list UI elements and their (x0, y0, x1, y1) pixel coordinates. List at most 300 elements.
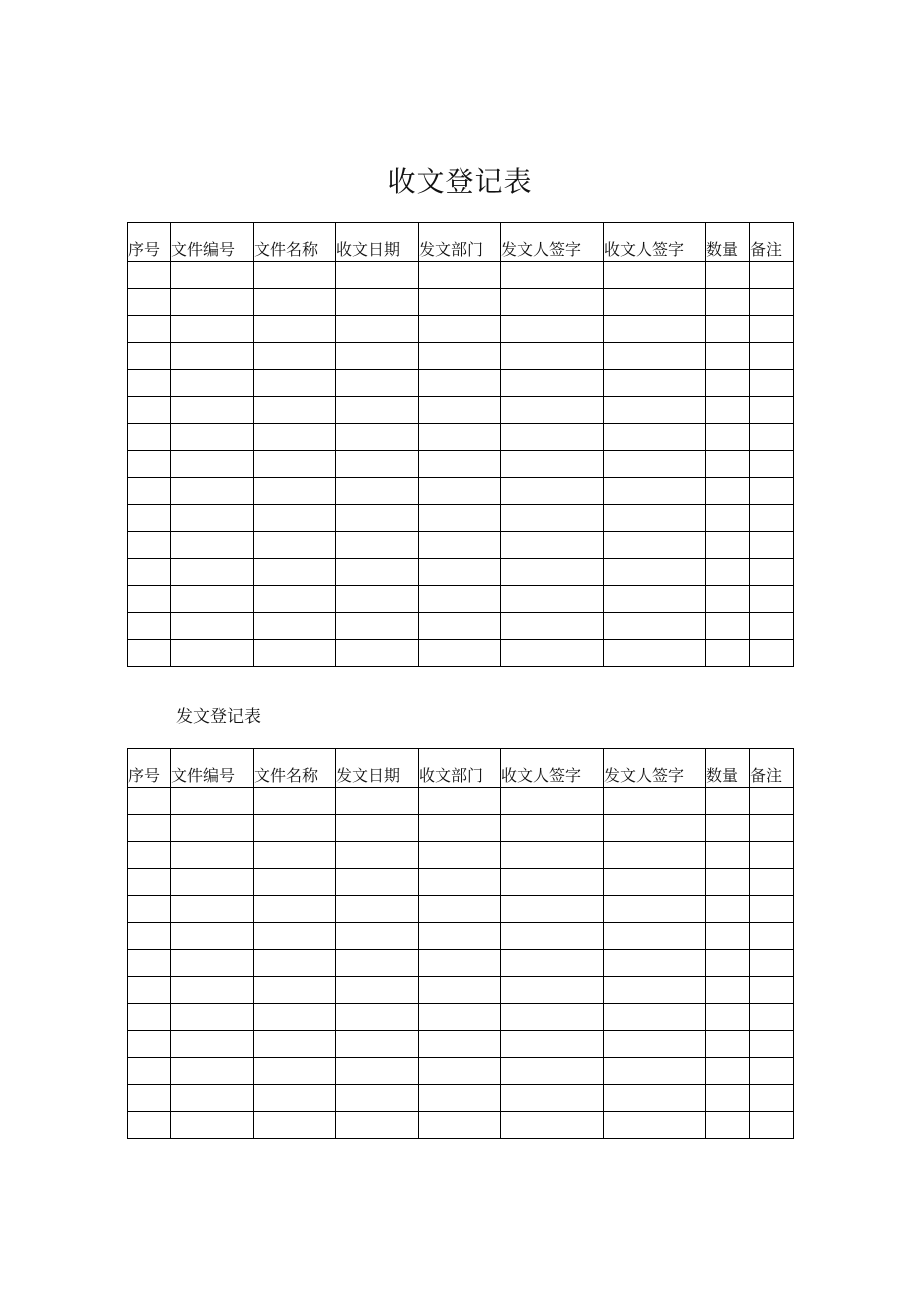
table-cell[interactable] (501, 1058, 604, 1085)
table-cell[interactable] (171, 478, 254, 505)
table-cell[interactable] (706, 397, 750, 424)
table-cell[interactable] (336, 640, 419, 667)
table-cell[interactable] (128, 1058, 171, 1085)
table-cell[interactable] (604, 1112, 706, 1139)
table-cell[interactable] (419, 532, 501, 559)
table-cell[interactable] (706, 977, 750, 1004)
table-cell[interactable] (254, 640, 336, 667)
table-cell[interactable] (604, 1031, 706, 1058)
table-cell[interactable] (171, 1031, 254, 1058)
col-header-receiver-signature: 收文人签字 (501, 749, 604, 788)
table-cell[interactable] (419, 842, 501, 869)
table-cell[interactable] (419, 343, 501, 370)
table-cell[interactable] (254, 370, 336, 397)
table-cell[interactable] (750, 343, 794, 370)
table-cell[interactable] (336, 532, 419, 559)
table-cell[interactable] (128, 586, 171, 613)
table-cell[interactable] (419, 950, 501, 977)
table-cell[interactable] (128, 316, 171, 343)
table-cell[interactable] (750, 424, 794, 451)
table-cell[interactable] (501, 977, 604, 1004)
table-cell[interactable] (419, 1031, 501, 1058)
table-cell[interactable] (171, 586, 254, 613)
table-cell[interactable] (501, 424, 604, 451)
table-cell[interactable] (604, 815, 706, 842)
table-cell[interactable] (171, 1004, 254, 1031)
table-cell[interactable] (501, 478, 604, 505)
table-cell[interactable] (750, 815, 794, 842)
table-cell[interactable] (604, 896, 706, 923)
table-cell[interactable] (501, 1031, 604, 1058)
table-cell[interactable] (254, 896, 336, 923)
table-cell[interactable] (750, 923, 794, 950)
table-cell[interactable] (254, 923, 336, 950)
table-cell[interactable] (604, 424, 706, 451)
table-cell[interactable] (706, 505, 750, 532)
table-cell[interactable] (336, 559, 419, 586)
table-cell[interactable] (604, 640, 706, 667)
col-header-send-date: 发文日期 (336, 749, 419, 788)
table-cell[interactable] (419, 478, 501, 505)
table-cell[interactable] (750, 451, 794, 478)
table-cell[interactable] (419, 1112, 501, 1139)
table-cell[interactable] (419, 788, 501, 815)
table-row (128, 316, 794, 343)
table-cell[interactable] (171, 262, 254, 289)
table-cell[interactable] (128, 1085, 171, 1112)
table-cell[interactable] (750, 950, 794, 977)
table-cell[interactable] (171, 343, 254, 370)
table-row (128, 343, 794, 370)
table-cell[interactable] (706, 532, 750, 559)
table-cell[interactable] (254, 316, 336, 343)
table-cell[interactable] (501, 289, 604, 316)
table-cell[interactable] (171, 559, 254, 586)
col-header-quantity: 数量 (706, 223, 750, 262)
table-cell[interactable] (501, 505, 604, 532)
col-header-file-name: 文件名称 (254, 749, 336, 788)
table-cell[interactable] (501, 316, 604, 343)
table-cell[interactable] (171, 640, 254, 667)
col-header-remarks: 备注 (750, 749, 794, 788)
table-cell[interactable] (128, 950, 171, 977)
table-cell[interactable] (336, 950, 419, 977)
table-cell[interactable] (128, 532, 171, 559)
table-cell[interactable] (706, 316, 750, 343)
table-cell[interactable] (254, 1085, 336, 1112)
table-cell[interactable] (604, 451, 706, 478)
table-cell[interactable] (501, 950, 604, 977)
table-cell[interactable] (336, 1031, 419, 1058)
table-cell[interactable] (706, 262, 750, 289)
table-cell[interactable] (254, 289, 336, 316)
table-cell[interactable] (128, 842, 171, 869)
table-cell[interactable] (706, 1031, 750, 1058)
table-cell[interactable] (254, 424, 336, 451)
table-cell[interactable] (706, 1004, 750, 1031)
table-cell[interactable] (706, 424, 750, 451)
table-row (128, 289, 794, 316)
table-cell[interactable] (128, 559, 171, 586)
table-row (128, 896, 794, 923)
table-cell[interactable] (750, 788, 794, 815)
col-header-file-number: 文件编号 (171, 223, 254, 262)
table-cell[interactable] (171, 532, 254, 559)
table-cell[interactable] (419, 586, 501, 613)
table-row (128, 586, 794, 613)
table-cell[interactable] (419, 505, 501, 532)
table-cell[interactable] (254, 397, 336, 424)
table-cell[interactable] (128, 869, 171, 896)
table-cell[interactable] (171, 1085, 254, 1112)
table-cell[interactable] (750, 478, 794, 505)
receive-register-table (127, 222, 794, 667)
table-cell[interactable] (750, 869, 794, 896)
col-header-receiver-signature: 收文人签字 (604, 223, 706, 262)
table-cell[interactable] (171, 505, 254, 532)
table-row (128, 1085, 794, 1112)
table-cell[interactable] (336, 370, 419, 397)
table-cell[interactable] (336, 262, 419, 289)
table-cell[interactable] (706, 788, 750, 815)
table-cell[interactable] (171, 289, 254, 316)
table-cell[interactable] (336, 923, 419, 950)
table-cell[interactable] (750, 559, 794, 586)
col-header-sender-signature: 发文人签字 (501, 223, 604, 262)
table-cell[interactable] (750, 262, 794, 289)
table-cell[interactable] (128, 289, 171, 316)
table-cell[interactable] (419, 613, 501, 640)
table-cell[interactable] (706, 896, 750, 923)
table-cell[interactable] (419, 289, 501, 316)
table-cell[interactable] (336, 289, 419, 316)
table-row (128, 950, 794, 977)
table-cell[interactable] (171, 1058, 254, 1085)
table-cell[interactable] (336, 451, 419, 478)
table-cell[interactable] (419, 640, 501, 667)
table-cell[interactable] (128, 370, 171, 397)
table-cell[interactable] (750, 977, 794, 1004)
table-cell[interactable] (750, 289, 794, 316)
table-cell[interactable] (254, 1112, 336, 1139)
table-row (128, 532, 794, 559)
table-cell[interactable] (750, 1031, 794, 1058)
table-row (128, 842, 794, 869)
table-cell[interactable] (128, 896, 171, 923)
table-cell[interactable] (706, 1112, 750, 1139)
table-cell[interactable] (336, 586, 419, 613)
table-cell[interactable] (501, 586, 604, 613)
table-cell[interactable] (750, 532, 794, 559)
table-cell[interactable] (254, 262, 336, 289)
table-row (128, 1004, 794, 1031)
table-cell[interactable] (706, 343, 750, 370)
table-cell[interactable] (501, 397, 604, 424)
table-cell[interactable] (501, 815, 604, 842)
table-cell[interactable] (750, 896, 794, 923)
table-cell[interactable] (604, 977, 706, 1004)
table-cell[interactable] (604, 316, 706, 343)
table-cell[interactable] (604, 950, 706, 977)
table-cell[interactable] (501, 559, 604, 586)
table-cell[interactable] (419, 923, 501, 950)
table-cell[interactable] (419, 896, 501, 923)
table-cell[interactable] (750, 640, 794, 667)
table-cell[interactable] (750, 613, 794, 640)
table-cell[interactable] (254, 869, 336, 896)
col-header-index: 序号 (128, 223, 171, 262)
table-cell[interactable] (128, 1004, 171, 1031)
table-cell[interactable] (171, 370, 254, 397)
table-cell[interactable] (604, 1085, 706, 1112)
table-cell[interactable] (750, 370, 794, 397)
table-cell[interactable] (254, 1004, 336, 1031)
table-cell[interactable] (171, 977, 254, 1004)
table-cell[interactable] (128, 505, 171, 532)
table-row (128, 923, 794, 950)
table-cell[interactable] (419, 424, 501, 451)
table-cell[interactable] (128, 788, 171, 815)
table-cell[interactable] (419, 370, 501, 397)
table-cell[interactable] (750, 842, 794, 869)
table-cell[interactable] (706, 289, 750, 316)
table-cell[interactable] (706, 1085, 750, 1112)
table-cell[interactable] (171, 788, 254, 815)
table-cell[interactable] (336, 343, 419, 370)
table-row (128, 424, 794, 451)
table-cell[interactable] (706, 478, 750, 505)
table-cell[interactable] (254, 1058, 336, 1085)
table-cell[interactable] (171, 397, 254, 424)
table-cell[interactable] (501, 370, 604, 397)
table-cell[interactable] (128, 1031, 171, 1058)
header-row (128, 223, 794, 262)
table-cell[interactable] (128, 424, 171, 451)
table-cell[interactable] (501, 869, 604, 896)
table-cell[interactable] (254, 1031, 336, 1058)
table-row (128, 559, 794, 586)
table-row (128, 1058, 794, 1085)
table-cell[interactable] (128, 977, 171, 1004)
table-cell[interactable] (501, 1085, 604, 1112)
col-header-remarks: 备注 (750, 223, 794, 262)
table-cell[interactable] (604, 559, 706, 586)
table-row (128, 640, 794, 667)
table-cell[interactable] (501, 613, 604, 640)
table-cell[interactable] (706, 559, 750, 586)
table-cell[interactable] (706, 1058, 750, 1085)
table-cell[interactable] (501, 343, 604, 370)
table-cell[interactable] (254, 977, 336, 1004)
table-cell[interactable] (254, 532, 336, 559)
table-cell[interactable] (750, 1058, 794, 1085)
table-cell[interactable] (171, 923, 254, 950)
table-cell[interactable] (604, 397, 706, 424)
table-cell[interactable] (419, 1004, 501, 1031)
table-cell[interactable] (128, 640, 171, 667)
table-cell[interactable] (750, 1112, 794, 1139)
table-row (128, 505, 794, 532)
col-header-quantity: 数量 (706, 749, 750, 788)
table-cell[interactable] (254, 451, 336, 478)
table-cell[interactable] (128, 262, 171, 289)
table-cell[interactable] (419, 815, 501, 842)
table-cell[interactable] (171, 869, 254, 896)
table-cell[interactable] (254, 815, 336, 842)
table-cell[interactable] (128, 613, 171, 640)
send-register-table (127, 748, 794, 1139)
table-cell[interactable] (501, 532, 604, 559)
table-cell[interactable] (750, 1004, 794, 1031)
table-cell[interactable] (604, 869, 706, 896)
table-cell[interactable] (171, 451, 254, 478)
table-cell[interactable] (171, 613, 254, 640)
table-cell[interactable] (128, 478, 171, 505)
header-row (128, 749, 794, 788)
table-cell[interactable] (336, 505, 419, 532)
table-cell[interactable] (750, 505, 794, 532)
table-cell[interactable] (171, 815, 254, 842)
table-cell[interactable] (501, 923, 604, 950)
table-cell[interactable] (706, 613, 750, 640)
table-row (128, 869, 794, 896)
table-cell[interactable] (604, 505, 706, 532)
table-cell[interactable] (336, 977, 419, 1004)
table-cell[interactable] (254, 586, 336, 613)
table-cell[interactable] (419, 451, 501, 478)
table-cell[interactable] (706, 842, 750, 869)
table-cell[interactable] (750, 586, 794, 613)
table-row (128, 262, 794, 289)
col-header-receive-date: 收文日期 (336, 223, 419, 262)
table-cell[interactable] (128, 343, 171, 370)
col-header-file-name: 文件名称 (254, 223, 336, 262)
table-cell[interactable] (706, 370, 750, 397)
table-cell[interactable] (604, 262, 706, 289)
table-cell[interactable] (336, 788, 419, 815)
table-cell[interactable] (750, 1085, 794, 1112)
table-cell[interactable] (419, 1085, 501, 1112)
table-cell[interactable] (706, 950, 750, 977)
table-cell[interactable] (336, 815, 419, 842)
table-cell[interactable] (171, 424, 254, 451)
table-cell[interactable] (171, 896, 254, 923)
table-cell[interactable] (336, 1058, 419, 1085)
table-cell[interactable] (254, 343, 336, 370)
table-cell[interactable] (604, 370, 706, 397)
table-cell[interactable] (254, 950, 336, 977)
table-cell[interactable] (171, 950, 254, 977)
table-cell[interactable] (604, 289, 706, 316)
table-cell[interactable] (750, 316, 794, 343)
table-cell[interactable] (254, 505, 336, 532)
table-cell[interactable] (419, 869, 501, 896)
table-cell[interactable] (604, 478, 706, 505)
col-header-sender-signature: 发文人签字 (604, 749, 706, 788)
table-cell[interactable] (336, 397, 419, 424)
table-cell[interactable] (254, 613, 336, 640)
table-cell[interactable] (706, 869, 750, 896)
table-cell[interactable] (336, 842, 419, 869)
table-row (128, 1031, 794, 1058)
table-cell[interactable] (254, 559, 336, 586)
table-cell[interactable] (254, 478, 336, 505)
col-header-index: 序号 (128, 749, 171, 788)
table-cell[interactable] (336, 1112, 419, 1139)
table-cell[interactable] (604, 586, 706, 613)
table-cell[interactable] (419, 397, 501, 424)
table-cell[interactable] (419, 977, 501, 1004)
table-cell[interactable] (128, 451, 171, 478)
table-cell[interactable] (128, 1112, 171, 1139)
table-row (128, 478, 794, 505)
table-cell[interactable] (171, 316, 254, 343)
table-cell[interactable] (604, 343, 706, 370)
table-cell[interactable] (128, 923, 171, 950)
table-row (128, 815, 794, 842)
table-row (128, 788, 794, 815)
col-header-file-number: 文件编号 (171, 749, 254, 788)
table-row (128, 397, 794, 424)
table-cell[interactable] (501, 1112, 604, 1139)
table-cell[interactable] (604, 1058, 706, 1085)
table-cell[interactable] (336, 613, 419, 640)
table-row (128, 1112, 794, 1139)
table-cell[interactable] (706, 451, 750, 478)
table-row (128, 451, 794, 478)
table-cell[interactable] (128, 397, 171, 424)
table-cell[interactable] (254, 842, 336, 869)
table-cell[interactable] (254, 788, 336, 815)
table-cell[interactable] (501, 1004, 604, 1031)
table-cell[interactable] (171, 842, 254, 869)
col-header-sending-dept: 发文部门 (419, 223, 501, 262)
table-cell[interactable] (604, 788, 706, 815)
table-cell[interactable] (336, 478, 419, 505)
table-cell[interactable] (336, 1004, 419, 1031)
table-cell[interactable] (419, 262, 501, 289)
table-cell[interactable] (604, 532, 706, 559)
table-cell[interactable] (419, 316, 501, 343)
table-cell[interactable] (604, 613, 706, 640)
table-cell[interactable] (336, 869, 419, 896)
table-cell[interactable] (419, 1058, 501, 1085)
col-header-receiving-dept: 收文部门 (419, 749, 501, 788)
table-cell[interactable] (501, 451, 604, 478)
send-register-title: 发文登记表 (176, 707, 261, 727)
table-cell[interactable] (336, 896, 419, 923)
table-cell[interactable] (706, 815, 750, 842)
table-cell[interactable] (750, 397, 794, 424)
table-cell[interactable] (604, 923, 706, 950)
table-cell[interactable] (604, 1004, 706, 1031)
table-cell[interactable] (171, 1112, 254, 1139)
table-cell[interactable] (419, 559, 501, 586)
table-cell[interactable] (501, 640, 604, 667)
table-cell[interactable] (501, 842, 604, 869)
table-cell[interactable] (706, 923, 750, 950)
table-cell[interactable] (128, 815, 171, 842)
table-cell[interactable] (706, 640, 750, 667)
table-cell[interactable] (501, 788, 604, 815)
table-cell[interactable] (336, 424, 419, 451)
table-cell[interactable] (706, 586, 750, 613)
table-cell[interactable] (501, 896, 604, 923)
table-cell[interactable] (336, 1085, 419, 1112)
table-cell[interactable] (336, 316, 419, 343)
table-cell[interactable] (501, 262, 604, 289)
table-cell[interactable] (604, 842, 706, 869)
